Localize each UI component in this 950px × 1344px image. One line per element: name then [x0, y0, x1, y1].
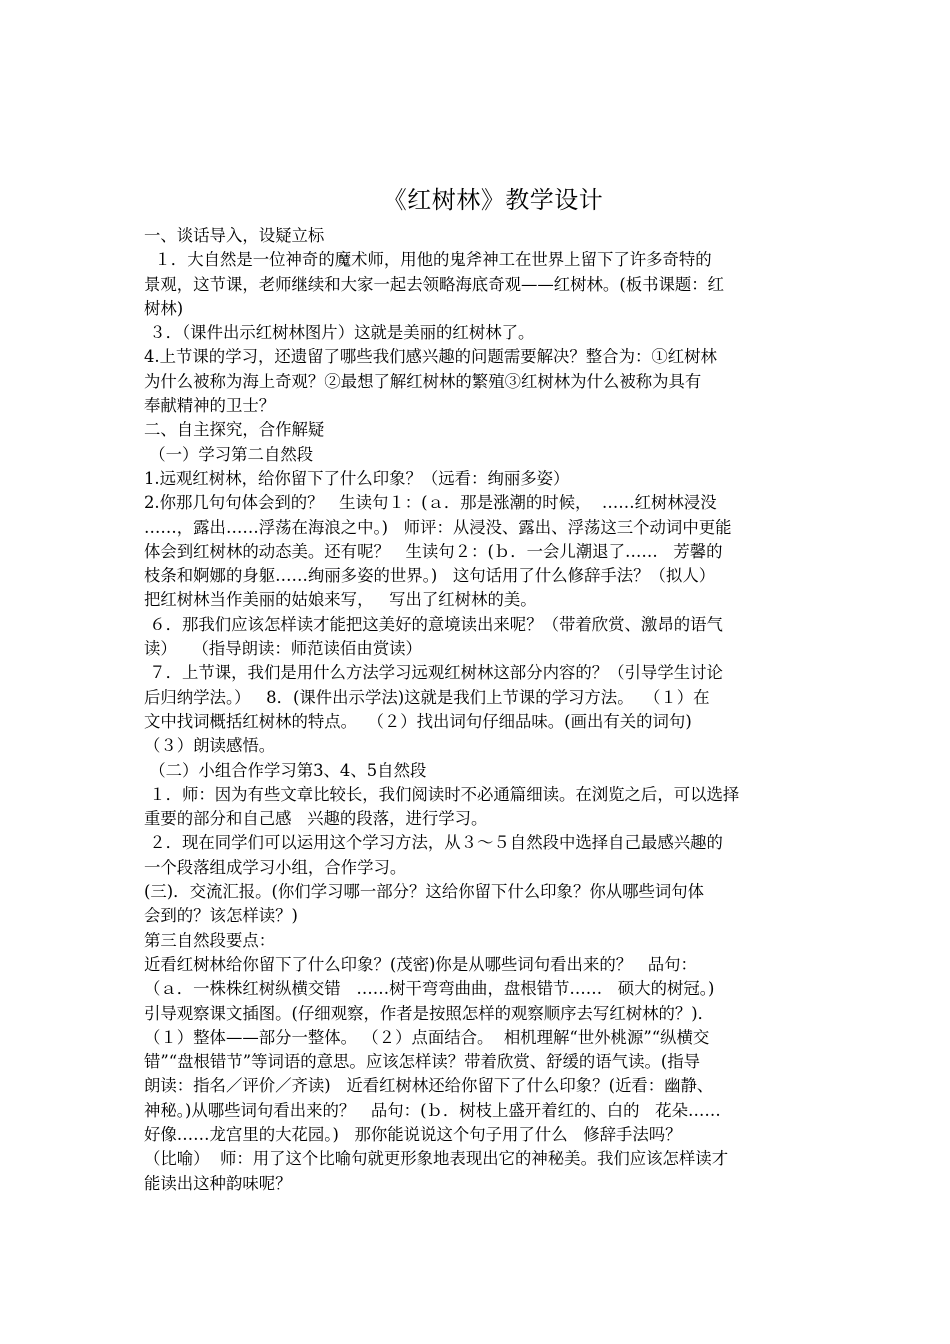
text-line: 引导观察课文插图。(仔细观察，作者是按照怎样的观察顺序去写红树林的？)． [144, 1003, 715, 1023]
text-line: 重要的部分和自己感 兴趣的段落，进行学习。 [144, 809, 488, 829]
text-line: 体会到红树林的动态美。还有呢？ 生读句２：(ｂ．一会儿潮退了…… 芳馨的 [144, 541, 723, 561]
text-line: （一）学习第二自然段 [144, 444, 314, 464]
text-line: （比喻） 师：用了这个比喻句就更形象地表现出它的神秘美。我们应该怎样读才 [144, 1149, 729, 1169]
text-line: (三)．交流汇报。(你们学习哪一部分？这给你留下什么印象？你从哪些词句体 [144, 882, 705, 902]
text-line: 为什么被称为海上奇观？②最想了解红树林的繁殖③红树林为什么被称为具有 [144, 371, 702, 391]
text-line: 好像……龙宫里的大花园。) 那你能说说这个句子用了什么 修辞手法吗？ [144, 1124, 682, 1144]
text-line: １．师：因为有些文章比较长，我们阅读时不必通篇细读。在浏览之后，可以选择 [144, 784, 740, 804]
text-line: （ａ．一株株红树纵横交错 ……树干弯弯曲曲，盘根错节…… 硕大的树冠。) [144, 979, 715, 999]
text-line: 第三自然段要点： [144, 930, 276, 950]
text-line: ２．现在同学们可以运用这个学习方法，从３～５自然段中选择自己最感兴趣的 [144, 833, 723, 853]
text-line: （１）整体——部分一整体。 （２）点面结合。 相机理解“世外桃源”“纵横交 [144, 1027, 710, 1047]
text-line: 一个段落组成学习小组，合作学习。 [144, 857, 407, 877]
document-page [144, 180, 812, 1196]
text-line: ６．那我们应该怎样读才能把这美好的意境读出来呢？（带着欣赏、激昂的语气 [144, 614, 723, 634]
text-line: ……，露出……浮荡在海浪之中。) 师评：从浸没、露出、浮荡这三个动词中更能 [144, 517, 732, 537]
text-line: ３．（课件出示红树林图片）这就是美丽的红树林了。 [144, 323, 535, 343]
text-line: 景观，这节课，老师继续和大家一起去领略海底奇观——红树林。(板书课题：红 [144, 274, 725, 294]
text-line: 读） （指导朗读：师范读佰由赏读） [144, 639, 422, 659]
text-line: 1.远观红树林，给你留下了什么印象？（远看：绚丽多姿） [144, 468, 570, 488]
text-line: （３）朗读感悟。 [144, 736, 276, 756]
document-title: 《红树林》教学设计 [382, 186, 604, 214]
text-line: 4.上节课的学习，还遗留了哪些我们感兴趣的问题需要解决？整合为：①红树林 [144, 347, 717, 367]
text-line: 后归纳学法。） 8．(课件出示学法)这就是我们上节课的学习方法。 （１）在 [144, 687, 710, 707]
text-line: 近看红树林给你留下了什么印象？(茂密)你是从哪些词句看出来的？ 品句： [144, 954, 697, 974]
document-body [144, 224, 812, 1196]
text-line: 奉献精神的卫士？ [144, 396, 276, 416]
text-line: 2.你那几句句体会到的？ 生读句１：(ａ．那是涨潮的时候， ……红树林浸没 [144, 493, 717, 513]
text-line: 把红树林当作美丽的姑娘来写， 写出了红树林的美。 [144, 590, 537, 610]
text-line: １．大自然是一位神奇的魔术师，用他的鬼斧神工在世界上留下了许多奇特的 [144, 250, 712, 270]
text-line: 枝条和婀娜的身躯……绚丽多姿的世界。) 这句话用了什么修辞手法？（拟人） [144, 566, 716, 586]
text-line: 错”“盘根错节”等词语的意思。应该怎样读？带着欣赏、舒缓的语气读。(指导 [144, 1052, 701, 1072]
text-line: 二、自主探究，合作解疑 [144, 420, 325, 440]
text-line: 神秘。)从哪些词句看出来的？ 品句：(ｂ．树枝上盛开着红的、白的 花朵…… [144, 1100, 721, 1120]
text-line: 文中找词概括红树林的特点。 （２）找出词句仔细品味。(画出有关的词句) [144, 711, 692, 731]
text-line: 树林) [144, 298, 184, 318]
text-line: 一、谈话导入，设疑立标 [144, 226, 325, 245]
text-line: （二）小组合作学习第3、4、5自然段 [144, 760, 427, 780]
text-line: 会到的？该怎样读？) [144, 906, 298, 926]
text-line: 朗读：指名／评价／齐读) 近看红树林还给你留下了什么印象？(近看：幽静、 [144, 1076, 714, 1096]
text-line: 能读出这种韵味呢？ [144, 1173, 292, 1193]
text-line: ７．上节课，我们是用什么方法学习远观红树林这部分内容的？（引导学生讨论 [144, 663, 723, 683]
